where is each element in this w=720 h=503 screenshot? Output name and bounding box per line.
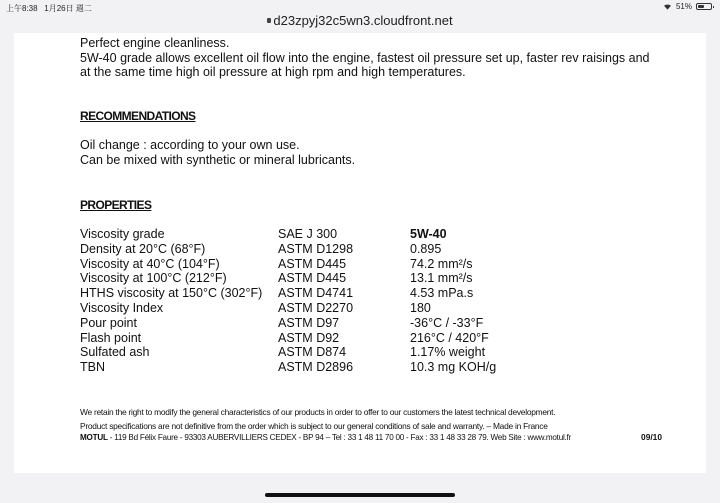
intro-line: at the same time high oil pressure at high rpm and high temperatures. [80, 65, 466, 80]
property-value: -36°C / -33°F [410, 315, 484, 330]
battery-fill [698, 5, 704, 8]
property-method: ASTM D4741 [278, 286, 354, 301]
property-name: Pour point [80, 315, 137, 330]
property-name: Viscosity at 100°C (212°F) [80, 271, 227, 286]
property-value: 10.3 mg KOH/g [410, 360, 497, 375]
status-bar [0, 0, 720, 14]
property-name: Flash point [80, 330, 142, 345]
home-indicator[interactable] [265, 493, 455, 497]
status-date: 1月26日 週二 [44, 4, 92, 13]
lock-icon [267, 18, 271, 23]
property-value: 1.17% weight [410, 345, 486, 360]
property-method: ASTM D874 [278, 345, 347, 360]
property-value: 0.895 [410, 241, 442, 256]
property-value: 4.53 mPa.s [410, 286, 474, 301]
property-name: HTHS viscosity at 150°C (302°F) [80, 286, 263, 301]
property-value: 5W-40 [410, 227, 447, 241]
property-method: ASTM D92 [278, 330, 340, 345]
property-name: Density at 20°C (68°F) [80, 241, 206, 256]
footer-address-text: - 119 Bd Félix Faure - 93303 AUBERVILLIERS CEDEX - BP 94 – Tel : 33 1 48 11 70 00 - Fax : 33 1 48 33 28 79. Web Site : www.motul.fr [107, 432, 572, 442]
property-name: TBN [80, 360, 105, 375]
url-text: d23zpyj32c5wn3.cloudfront.net [273, 13, 453, 28]
intro-line: Perfect engine cleanliness. [80, 36, 230, 50]
battery-icon [696, 3, 712, 10]
battery-percent: 51% [675, 2, 692, 11]
address-bar[interactable] [0, 13, 720, 33]
properties-heading: PROPERTIES [80, 198, 152, 212]
property-method: ASTM D1298 [278, 241, 354, 256]
property-name: Viscosity grade [80, 227, 165, 241]
property-method: ASTM D445 [278, 256, 347, 271]
property-method: ASTM D97 [278, 315, 340, 330]
property-value: 216°C / 420°F [410, 330, 489, 345]
pdf-page[interactable] [14, 33, 706, 473]
intro-line: 5W-40 grade allows excellent oil flow into the engine, fastest oil pressure set up, faster rev raisings and [80, 50, 650, 65]
property-value: 180 [410, 301, 431, 315]
footer-specifications: Product specifications are not definitive from the order which is subject to our general conditions of sale and warranty. – Made in France [80, 421, 548, 431]
intro-paragraph [80, 36, 650, 80]
recommendation-line: Can be mixed with synthetic or mineral lubricants. [80, 152, 356, 167]
status-time: 上午8:38 [6, 4, 38, 13]
property-method: ASTM D2270 [278, 301, 354, 315]
property-method: ASTM D445 [278, 271, 347, 286]
recommendations-text [80, 138, 355, 167]
property-method: ASTM D2896 [278, 360, 354, 375]
wifi-icon [663, 3, 672, 10]
property-name: Viscosity at 40°C (104°F) [80, 256, 220, 271]
status-indicators [663, 2, 712, 11]
property-value: 13.1 mm²/s [410, 271, 473, 286]
property-name: Viscosity Index [80, 301, 164, 315]
property-method: SAE J 300 [278, 227, 338, 241]
recommendation-line: Oil change : according to your own use. [80, 138, 300, 152]
property-value: 74.2 mm²/s [410, 256, 473, 271]
property-name: Sulfated ash [80, 345, 150, 360]
footer-disclaimer: We retain the right to modify the general characteristics of our products in order to offer to our customers the latest technical development. [80, 407, 556, 417]
page-number: 09/10 [641, 432, 662, 442]
footer-address [80, 432, 571, 442]
footer-company: MOTUL [80, 432, 108, 442]
recommendations-heading: RECOMMENDATIONS [80, 109, 196, 123]
